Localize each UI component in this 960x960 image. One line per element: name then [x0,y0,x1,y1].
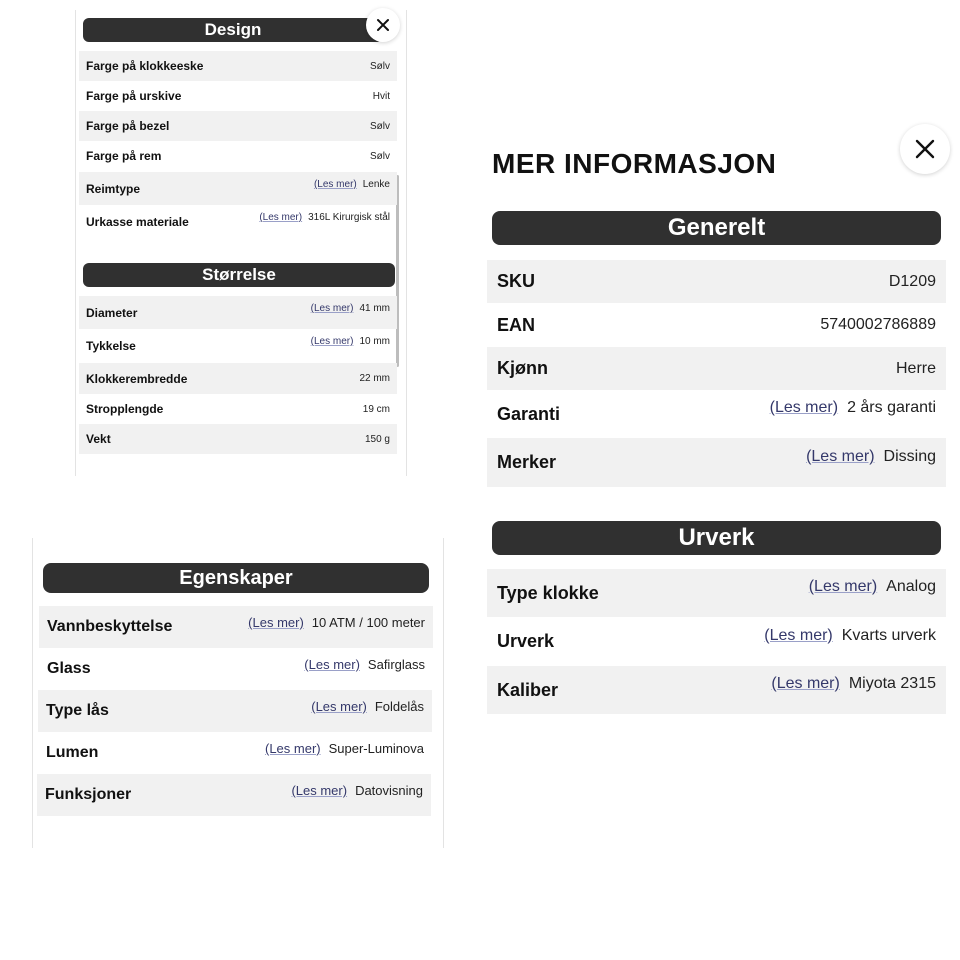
egenskaper-row [38,690,432,732]
les-mer-link[interactable]: (Les mer) [264,741,321,756]
general-row [487,260,946,303]
row-label: Farge på urskive [86,89,182,103]
row-value: Lenke [362,179,390,190]
info-close-button[interactable] [900,124,950,174]
egenskaper-row [37,774,431,816]
general-row [487,347,946,390]
row-value: 22 mm [359,373,390,384]
size-row [79,394,397,424]
row-value: Sølv [370,120,390,132]
row-value: Safirglass [367,657,425,672]
design-panel [75,10,407,476]
row-label: Type lås [46,702,109,719]
les-mer-link[interactable]: (Les mer) [311,699,367,714]
row-value: 5740002786889 [820,316,936,333]
size-row [79,296,397,329]
row-value: 10 mm [359,336,390,347]
row-value: D1209 [888,272,936,290]
general-row [487,303,946,347]
les-mer-link[interactable]: (Les mer) [248,615,304,630]
row-label: Garanti [497,403,561,424]
les-mer-link[interactable]: (Les mer) [764,627,833,644]
info-panel [476,120,960,730]
row-label: Reimtype [86,181,141,196]
size-row [79,329,397,363]
les-mer-link[interactable]: (Les mer) [806,448,875,465]
les-mer-link[interactable]: (Les mer) [291,783,348,798]
row-value: 2 års garanti [847,399,936,416]
general-header: Generelt [492,211,941,245]
design-row [79,172,397,205]
row-label: Glass [47,660,91,677]
row-label: Tykkelse [86,339,136,353]
egenskaper-row [39,648,433,690]
movement-row [487,569,946,617]
row-label: Vekt [86,432,111,446]
row-label: Stropplengde [86,402,164,416]
general-row [487,390,946,438]
row-value: Datovisning [355,783,423,798]
row-value: Super-Luminova [328,741,424,756]
size-row [79,424,397,454]
les-mer-link[interactable]: (Les mer) [769,399,839,416]
row-label: Kaliber [497,679,559,700]
movement-header: Urverk [492,521,941,555]
row-label: Funksjoner [45,786,132,803]
les-mer-link[interactable]: (Les mer) [313,179,357,190]
row-label: Urverk [497,631,555,651]
row-label: Lumen [46,744,99,761]
row-value: 41 mm [359,303,390,314]
row-value: Miyota 2315 [848,675,936,692]
row-label: Type klokke [497,582,599,603]
row-label: Farge på klokkeeske [86,59,204,73]
les-mer-link[interactable]: (Les mer) [310,336,354,347]
row-label: Kjønn [497,358,548,378]
design-row [79,111,397,141]
row-value: Kvarts urverk [841,627,936,644]
design-header: Design [83,18,383,42]
row-value: Sølv [370,150,390,162]
row-value: Hvit [372,90,390,102]
close-icon [915,139,935,159]
row-label: Farge på bezel [86,119,170,133]
row-label: Diameter [86,305,138,320]
egenskaper-row [38,732,432,774]
row-label: SKU [497,271,536,291]
row-value: 19 cm [362,403,390,415]
general-row [487,438,946,487]
row-value: Herre [895,359,936,377]
row-label: EAN [497,314,536,335]
egenskaper-row [39,606,433,648]
les-mer-link[interactable]: (Les mer) [771,675,840,692]
design-row [79,51,397,81]
row-label: Urkasse materiale [86,215,189,229]
design-close-button[interactable] [366,8,400,42]
size-header: Størrelse [83,263,395,287]
les-mer-link[interactable]: (Les mer) [304,657,360,672]
row-value: Foldelås [374,699,424,714]
row-label: Farge på rem [86,149,162,163]
row-value: Dissing [883,448,936,465]
row-value: Analog [886,578,936,595]
movement-row [487,617,946,666]
row-value: 316L Kirurgisk stål [308,212,390,223]
design-row [79,141,397,171]
page-title: MER INFORMASJON [492,148,777,179]
row-label: Klokkerembredde [86,371,188,386]
movement-row [487,666,946,714]
design-row [79,81,397,111]
les-mer-link[interactable]: (Les mer) [310,303,354,314]
row-label: Merker [497,452,557,472]
size-row [79,363,397,394]
close-icon [376,18,390,32]
row-value: 10 ATM / 100 meter [311,615,425,630]
egenskaper-header: Egenskaper [43,563,429,593]
row-value: Sølv [370,60,390,72]
les-mer-link[interactable]: (Les mer) [259,212,303,223]
row-value: 150 g [364,433,390,445]
les-mer-link[interactable]: (Les mer) [808,578,878,595]
egenskaper-panel [32,538,444,848]
design-row [79,205,397,239]
row-label: Vannbeskyttelse [47,618,173,635]
